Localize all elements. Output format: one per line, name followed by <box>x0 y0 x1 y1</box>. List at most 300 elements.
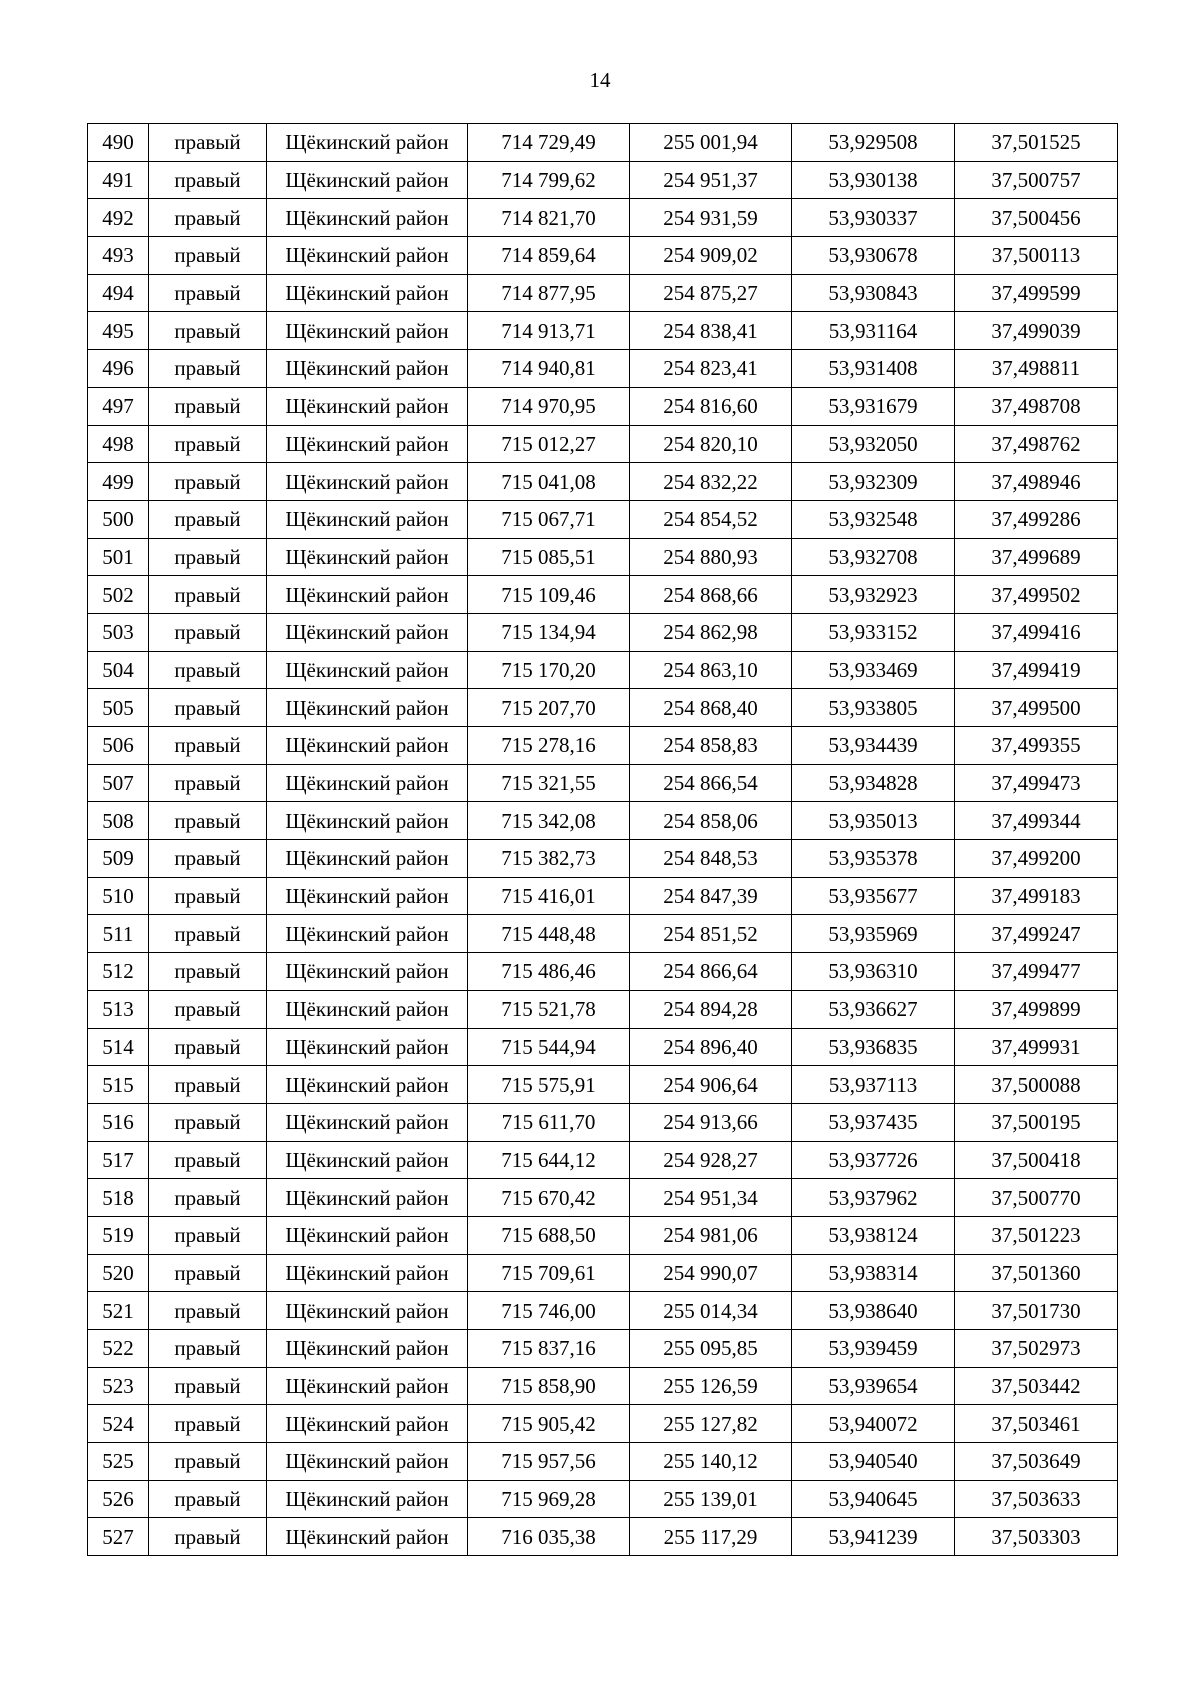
longitude-cell: 37,500113 <box>955 237 1118 275</box>
table-row <box>88 1179 1118 1217</box>
y-coordinate-cell: 255 126,59 <box>630 1367 792 1405</box>
point-number-cell: 505 <box>88 689 149 727</box>
y-coordinate-cell: 254 858,83 <box>630 727 792 765</box>
y-coordinate-cell: 254 816,60 <box>630 387 792 425</box>
x-coordinate-cell: 715 134,94 <box>468 613 630 651</box>
district-cell: Щёкинский район <box>267 1367 468 1405</box>
point-number-cell: 512 <box>88 953 149 991</box>
point-number-cell: 525 <box>88 1443 149 1481</box>
point-number-cell: 492 <box>88 199 149 237</box>
x-coordinate-cell: 714 821,70 <box>468 199 630 237</box>
y-coordinate-cell: 254 875,27 <box>630 274 792 312</box>
district-cell: Щёкинский район <box>267 651 468 689</box>
point-number-cell: 503 <box>88 613 149 651</box>
latitude-cell: 53,933152 <box>792 613 955 651</box>
bank-side-cell: правый <box>149 1216 267 1254</box>
latitude-cell: 53,932708 <box>792 538 955 576</box>
longitude-cell: 37,503633 <box>955 1480 1118 1518</box>
bank-side-cell: правый <box>149 840 267 878</box>
district-cell: Щёкинский район <box>267 1330 468 1368</box>
table-row <box>88 1405 1118 1443</box>
latitude-cell: 53,939654 <box>792 1367 955 1405</box>
longitude-cell: 37,500770 <box>955 1179 1118 1217</box>
district-cell: Щёкинский район <box>267 312 468 350</box>
district-cell: Щёкинский район <box>267 463 468 501</box>
x-coordinate-cell: 715 041,08 <box>468 463 630 501</box>
y-coordinate-cell: 254 863,10 <box>630 651 792 689</box>
y-coordinate-cell: 254 854,52 <box>630 500 792 538</box>
latitude-cell: 53,931164 <box>792 312 955 350</box>
latitude-cell: 53,940540 <box>792 1443 955 1481</box>
latitude-cell: 53,929508 <box>792 124 955 162</box>
bank-side-cell: правый <box>149 613 267 651</box>
point-number-cell: 497 <box>88 387 149 425</box>
longitude-cell: 37,499286 <box>955 500 1118 538</box>
latitude-cell: 53,940072 <box>792 1405 955 1443</box>
district-cell: Щёкинский район <box>267 877 468 915</box>
table-row <box>88 124 1118 162</box>
point-number-cell: 523 <box>88 1367 149 1405</box>
point-number-cell: 494 <box>88 274 149 312</box>
bank-side-cell: правый <box>149 1066 267 1104</box>
x-coordinate-cell: 714 859,64 <box>468 237 630 275</box>
district-cell: Щёкинский район <box>267 915 468 953</box>
latitude-cell: 53,936627 <box>792 990 955 1028</box>
point-number-cell: 522 <box>88 1330 149 1368</box>
longitude-cell: 37,499344 <box>955 802 1118 840</box>
table-row <box>88 1330 1118 1368</box>
latitude-cell: 53,937113 <box>792 1066 955 1104</box>
district-cell: Щёкинский район <box>267 1518 468 1556</box>
latitude-cell: 53,931408 <box>792 350 955 388</box>
longitude-cell: 37,500088 <box>955 1066 1118 1104</box>
district-cell: Щёкинский район <box>267 274 468 312</box>
bank-side-cell: правый <box>149 1480 267 1518</box>
longitude-cell: 37,499473 <box>955 764 1118 802</box>
x-coordinate-cell: 715 448,48 <box>468 915 630 953</box>
bank-side-cell: правый <box>149 124 267 162</box>
longitude-cell: 37,499502 <box>955 576 1118 614</box>
table-row <box>88 689 1118 727</box>
y-coordinate-cell: 254 838,41 <box>630 312 792 350</box>
longitude-cell: 37,499599 <box>955 274 1118 312</box>
longitude-cell: 37,499416 <box>955 613 1118 651</box>
bank-side-cell: правый <box>149 1330 267 1368</box>
table-row <box>88 953 1118 991</box>
point-number-cell: 519 <box>88 1216 149 1254</box>
table-row <box>88 764 1118 802</box>
y-coordinate-cell: 254 990,07 <box>630 1254 792 1292</box>
y-coordinate-cell: 254 848,53 <box>630 840 792 878</box>
district-cell: Щёкинский район <box>267 1443 468 1481</box>
x-coordinate-cell: 715 207,70 <box>468 689 630 727</box>
latitude-cell: 53,935969 <box>792 915 955 953</box>
y-coordinate-cell: 254 847,39 <box>630 877 792 915</box>
y-coordinate-cell: 255 117,29 <box>630 1518 792 1556</box>
table-row <box>88 274 1118 312</box>
latitude-cell: 53,930678 <box>792 237 955 275</box>
table-row <box>88 1367 1118 1405</box>
x-coordinate-cell: 715 382,73 <box>468 840 630 878</box>
x-coordinate-cell: 714 970,95 <box>468 387 630 425</box>
district-cell: Щёкинский район <box>267 689 468 727</box>
x-coordinate-cell: 715 067,71 <box>468 500 630 538</box>
district-cell: Щёкинский район <box>267 1292 468 1330</box>
x-coordinate-cell: 715 858,90 <box>468 1367 630 1405</box>
table-row <box>88 1066 1118 1104</box>
longitude-cell: 37,499689 <box>955 538 1118 576</box>
longitude-cell: 37,500418 <box>955 1141 1118 1179</box>
district-cell: Щёкинский район <box>267 199 468 237</box>
point-number-cell: 507 <box>88 764 149 802</box>
point-number-cell: 496 <box>88 350 149 388</box>
table-row <box>88 199 1118 237</box>
y-coordinate-cell: 255 139,01 <box>630 1480 792 1518</box>
longitude-cell: 37,503442 <box>955 1367 1118 1405</box>
longitude-cell: 37,500757 <box>955 161 1118 199</box>
district-cell: Щёкинский район <box>267 1103 468 1141</box>
latitude-cell: 53,937962 <box>792 1179 955 1217</box>
longitude-cell: 37,499899 <box>955 990 1118 1028</box>
latitude-cell: 53,935013 <box>792 802 955 840</box>
y-coordinate-cell: 254 868,40 <box>630 689 792 727</box>
y-coordinate-cell: 254 951,37 <box>630 161 792 199</box>
longitude-cell: 37,499477 <box>955 953 1118 991</box>
point-number-cell: 527 <box>88 1518 149 1556</box>
y-coordinate-cell: 254 909,02 <box>630 237 792 275</box>
table-row <box>88 1141 1118 1179</box>
x-coordinate-cell: 714 729,49 <box>468 124 630 162</box>
point-number-cell: 493 <box>88 237 149 275</box>
bank-side-cell: правый <box>149 1103 267 1141</box>
table-row <box>88 350 1118 388</box>
longitude-cell: 37,499931 <box>955 1028 1118 1066</box>
x-coordinate-cell: 715 670,42 <box>468 1179 630 1217</box>
bank-side-cell: правый <box>149 237 267 275</box>
table-row <box>88 915 1118 953</box>
bank-side-cell: правый <box>149 953 267 991</box>
latitude-cell: 53,934439 <box>792 727 955 765</box>
longitude-cell: 37,503303 <box>955 1518 1118 1556</box>
point-number-cell: 515 <box>88 1066 149 1104</box>
point-number-cell: 501 <box>88 538 149 576</box>
district-cell: Щёкинский район <box>267 1216 468 1254</box>
district-cell: Щёкинский район <box>267 124 468 162</box>
point-number-cell: 490 <box>88 124 149 162</box>
latitude-cell: 53,938124 <box>792 1216 955 1254</box>
y-coordinate-cell: 254 928,27 <box>630 1141 792 1179</box>
latitude-cell: 53,940645 <box>792 1480 955 1518</box>
district-cell: Щёкинский район <box>267 990 468 1028</box>
x-coordinate-cell: 714 877,95 <box>468 274 630 312</box>
bank-side-cell: правый <box>149 877 267 915</box>
point-number-cell: 510 <box>88 877 149 915</box>
table-row <box>88 387 1118 425</box>
y-coordinate-cell: 254 931,59 <box>630 199 792 237</box>
point-number-cell: 516 <box>88 1103 149 1141</box>
table-row <box>88 877 1118 915</box>
y-coordinate-cell: 255 140,12 <box>630 1443 792 1481</box>
latitude-cell: 53,935677 <box>792 877 955 915</box>
y-coordinate-cell: 254 858,06 <box>630 802 792 840</box>
y-coordinate-cell: 254 851,52 <box>630 915 792 953</box>
y-coordinate-cell: 254 866,64 <box>630 953 792 991</box>
point-number-cell: 518 <box>88 1179 149 1217</box>
bank-side-cell: правый <box>149 538 267 576</box>
x-coordinate-cell: 715 342,08 <box>468 802 630 840</box>
point-number-cell: 506 <box>88 727 149 765</box>
point-number-cell: 499 <box>88 463 149 501</box>
latitude-cell: 53,932309 <box>792 463 955 501</box>
bank-side-cell: правый <box>149 425 267 463</box>
longitude-cell: 37,501223 <box>955 1216 1118 1254</box>
longitude-cell: 37,501730 <box>955 1292 1118 1330</box>
x-coordinate-cell: 715 688,50 <box>468 1216 630 1254</box>
bank-side-cell: правый <box>149 1292 267 1330</box>
x-coordinate-cell: 715 644,12 <box>468 1141 630 1179</box>
latitude-cell: 53,938314 <box>792 1254 955 1292</box>
bank-side-cell: правый <box>149 576 267 614</box>
bank-side-cell: правый <box>149 463 267 501</box>
x-coordinate-cell: 715 969,28 <box>468 1480 630 1518</box>
bank-side-cell: правый <box>149 350 267 388</box>
bank-side-cell: правый <box>149 199 267 237</box>
bank-side-cell: правый <box>149 689 267 727</box>
coordinates-table <box>87 123 1118 1556</box>
point-number-cell: 517 <box>88 1141 149 1179</box>
point-number-cell: 504 <box>88 651 149 689</box>
x-coordinate-cell: 715 109,46 <box>468 576 630 614</box>
latitude-cell: 53,935378 <box>792 840 955 878</box>
district-cell: Щёкинский район <box>267 1141 468 1179</box>
table-row <box>88 161 1118 199</box>
longitude-cell: 37,499500 <box>955 689 1118 727</box>
table-row <box>88 237 1118 275</box>
x-coordinate-cell: 715 486,46 <box>468 953 630 991</box>
table-row <box>88 425 1118 463</box>
district-cell: Щёкинский район <box>267 1028 468 1066</box>
bank-side-cell: правый <box>149 1141 267 1179</box>
district-cell: Щёкинский район <box>267 387 468 425</box>
bank-side-cell: правый <box>149 1367 267 1405</box>
longitude-cell: 37,499183 <box>955 877 1118 915</box>
latitude-cell: 53,937435 <box>792 1103 955 1141</box>
longitude-cell: 37,498708 <box>955 387 1118 425</box>
y-coordinate-cell: 255 001,94 <box>630 124 792 162</box>
y-coordinate-cell: 254 981,06 <box>630 1216 792 1254</box>
longitude-cell: 37,499200 <box>955 840 1118 878</box>
latitude-cell: 53,936835 <box>792 1028 955 1066</box>
latitude-cell: 53,938640 <box>792 1292 955 1330</box>
table-row <box>88 312 1118 350</box>
y-coordinate-cell: 254 894,28 <box>630 990 792 1028</box>
latitude-cell: 53,930337 <box>792 199 955 237</box>
district-cell: Щёкинский район <box>267 500 468 538</box>
district-cell: Щёкинский район <box>267 1480 468 1518</box>
point-number-cell: 500 <box>88 500 149 538</box>
table-row <box>88 1103 1118 1141</box>
district-cell: Щёкинский район <box>267 237 468 275</box>
point-number-cell: 521 <box>88 1292 149 1330</box>
x-coordinate-cell: 715 746,00 <box>468 1292 630 1330</box>
bank-side-cell: правый <box>149 651 267 689</box>
page-number: 14 <box>589 68 611 92</box>
y-coordinate-cell: 254 866,54 <box>630 764 792 802</box>
latitude-cell: 53,930843 <box>792 274 955 312</box>
district-cell: Щёкинский район <box>267 425 468 463</box>
table-row <box>88 500 1118 538</box>
latitude-cell: 53,933805 <box>792 689 955 727</box>
bank-side-cell: правый <box>149 1254 267 1292</box>
x-coordinate-cell: 715 521,78 <box>468 990 630 1028</box>
x-coordinate-cell: 716 035,38 <box>468 1518 630 1556</box>
district-cell: Щёкинский район <box>267 350 468 388</box>
y-coordinate-cell: 254 880,93 <box>630 538 792 576</box>
y-coordinate-cell: 254 896,40 <box>630 1028 792 1066</box>
bank-side-cell: правый <box>149 387 267 425</box>
point-number-cell: 514 <box>88 1028 149 1066</box>
latitude-cell: 53,932050 <box>792 425 955 463</box>
table-row <box>88 538 1118 576</box>
point-number-cell: 513 <box>88 990 149 1028</box>
longitude-cell: 37,501525 <box>955 124 1118 162</box>
bank-side-cell: правый <box>149 915 267 953</box>
x-coordinate-cell: 714 940,81 <box>468 350 630 388</box>
y-coordinate-cell: 254 913,66 <box>630 1103 792 1141</box>
bank-side-cell: правый <box>149 764 267 802</box>
district-cell: Щёкинский район <box>267 576 468 614</box>
bank-side-cell: правый <box>149 1405 267 1443</box>
x-coordinate-cell: 715 611,70 <box>468 1103 630 1141</box>
district-cell: Щёкинский район <box>267 1179 468 1217</box>
y-coordinate-cell: 254 862,98 <box>630 613 792 651</box>
bank-side-cell: правый <box>149 1518 267 1556</box>
table-row <box>88 1480 1118 1518</box>
point-number-cell: 495 <box>88 312 149 350</box>
bank-side-cell: правый <box>149 1443 267 1481</box>
y-coordinate-cell: 254 820,10 <box>630 425 792 463</box>
y-coordinate-cell: 254 951,34 <box>630 1179 792 1217</box>
latitude-cell: 53,939459 <box>792 1330 955 1368</box>
longitude-cell: 37,503461 <box>955 1405 1118 1443</box>
district-cell: Щёкинский район <box>267 538 468 576</box>
bank-side-cell: правый <box>149 1179 267 1217</box>
bank-side-cell: правый <box>149 161 267 199</box>
table-row <box>88 840 1118 878</box>
y-coordinate-cell: 254 868,66 <box>630 576 792 614</box>
point-number-cell: 509 <box>88 840 149 878</box>
x-coordinate-cell: 714 913,71 <box>468 312 630 350</box>
table-row <box>88 1254 1118 1292</box>
latitude-cell: 53,936310 <box>792 953 955 991</box>
district-cell: Щёкинский район <box>267 764 468 802</box>
y-coordinate-cell: 255 095,85 <box>630 1330 792 1368</box>
point-number-cell: 491 <box>88 161 149 199</box>
x-coordinate-cell: 715 085,51 <box>468 538 630 576</box>
x-coordinate-cell: 715 416,01 <box>468 877 630 915</box>
longitude-cell: 37,501360 <box>955 1254 1118 1292</box>
table-row <box>88 990 1118 1028</box>
y-coordinate-cell: 255 127,82 <box>630 1405 792 1443</box>
bank-side-cell: правый <box>149 500 267 538</box>
x-coordinate-cell: 715 575,91 <box>468 1066 630 1104</box>
district-cell: Щёкинский район <box>267 953 468 991</box>
bank-side-cell: правый <box>149 1028 267 1066</box>
y-coordinate-cell: 254 823,41 <box>630 350 792 388</box>
table-row <box>88 802 1118 840</box>
latitude-cell: 53,934828 <box>792 764 955 802</box>
longitude-cell: 37,499039 <box>955 312 1118 350</box>
x-coordinate-cell: 715 012,27 <box>468 425 630 463</box>
latitude-cell: 53,931679 <box>792 387 955 425</box>
longitude-cell: 37,498811 <box>955 350 1118 388</box>
latitude-cell: 53,941239 <box>792 1518 955 1556</box>
bank-side-cell: правый <box>149 802 267 840</box>
district-cell: Щёкинский район <box>267 840 468 878</box>
table-row <box>88 1518 1118 1556</box>
x-coordinate-cell: 715 170,20 <box>468 651 630 689</box>
y-coordinate-cell: 255 014,34 <box>630 1292 792 1330</box>
district-cell: Щёкинский район <box>267 802 468 840</box>
y-coordinate-cell: 254 906,64 <box>630 1066 792 1104</box>
latitude-cell: 53,932923 <box>792 576 955 614</box>
district-cell: Щёкинский район <box>267 1066 468 1104</box>
table-row <box>88 651 1118 689</box>
x-coordinate-cell: 715 957,56 <box>468 1443 630 1481</box>
table-row <box>88 576 1118 614</box>
district-cell: Щёкинский район <box>267 613 468 651</box>
point-number-cell: 524 <box>88 1405 149 1443</box>
latitude-cell: 53,933469 <box>792 651 955 689</box>
point-number-cell: 520 <box>88 1254 149 1292</box>
point-number-cell: 508 <box>88 802 149 840</box>
table-body <box>88 124 1118 1556</box>
latitude-cell: 53,930138 <box>792 161 955 199</box>
x-coordinate-cell: 715 905,42 <box>468 1405 630 1443</box>
x-coordinate-cell: 715 709,61 <box>468 1254 630 1292</box>
longitude-cell: 37,498762 <box>955 425 1118 463</box>
table-row <box>88 1443 1118 1481</box>
x-coordinate-cell: 715 321,55 <box>468 764 630 802</box>
longitude-cell: 37,503649 <box>955 1443 1118 1481</box>
longitude-cell: 37,499419 <box>955 651 1118 689</box>
point-number-cell: 511 <box>88 915 149 953</box>
table-row <box>88 463 1118 501</box>
point-number-cell: 502 <box>88 576 149 614</box>
table-row <box>88 1028 1118 1066</box>
latitude-cell: 53,932548 <box>792 500 955 538</box>
table-row <box>88 613 1118 651</box>
longitude-cell: 37,502973 <box>955 1330 1118 1368</box>
x-coordinate-cell: 715 544,94 <box>468 1028 630 1066</box>
bank-side-cell: правый <box>149 727 267 765</box>
longitude-cell: 37,499355 <box>955 727 1118 765</box>
longitude-cell: 37,500456 <box>955 199 1118 237</box>
bank-side-cell: правый <box>149 990 267 1028</box>
table-row <box>88 1292 1118 1330</box>
district-cell: Щёкинский район <box>267 1405 468 1443</box>
table-row <box>88 1216 1118 1254</box>
longitude-cell: 37,499247 <box>955 915 1118 953</box>
latitude-cell: 53,937726 <box>792 1141 955 1179</box>
longitude-cell: 37,500195 <box>955 1103 1118 1141</box>
point-number-cell: 526 <box>88 1480 149 1518</box>
district-cell: Щёкинский район <box>267 161 468 199</box>
x-coordinate-cell: 715 278,16 <box>468 727 630 765</box>
bank-side-cell: правый <box>149 274 267 312</box>
point-number-cell: 498 <box>88 425 149 463</box>
bank-side-cell: правый <box>149 312 267 350</box>
